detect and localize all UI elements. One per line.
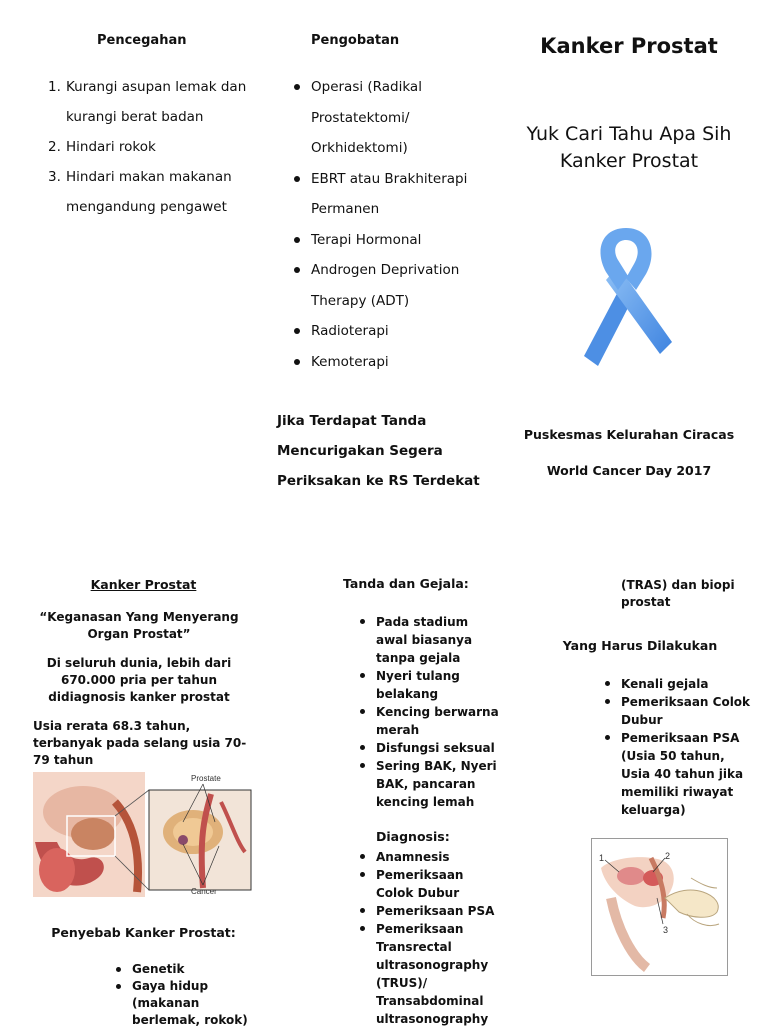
list-text: Disfungsi seksual	[376, 741, 495, 755]
list-item	[48, 132, 258, 162]
list-item	[294, 225, 494, 256]
bullet-icon	[360, 763, 365, 768]
bullet-icon	[294, 328, 300, 334]
list-item	[605, 693, 755, 729]
list-item	[294, 347, 494, 378]
list-item	[48, 72, 258, 132]
list-text: Kurangi asupan lemak dan kurangi berat badan	[66, 79, 247, 125]
list-number: 3.	[48, 169, 61, 185]
list-item	[294, 255, 494, 316]
list-text: Nyeri tulang belakang	[376, 669, 460, 701]
list-item	[360, 866, 500, 902]
bullet-icon	[294, 267, 300, 273]
bullet-icon	[360, 854, 365, 859]
list-text: Pemeriksaan Transrectal ultrasonography (TRUS)/ Transabdominal ultrasonography	[376, 922, 489, 1026]
list-text: Gaya hidup (makanan berlemak, rokok)	[132, 979, 248, 1027]
list-text: Genetik	[132, 962, 185, 976]
diagnosis-continuation: (TRAS) dan biopi prostat	[621, 578, 735, 609]
list-item	[360, 920, 500, 1028]
list-text: Anamnesis	[376, 850, 450, 864]
pencegahan-list	[48, 72, 258, 222]
list-text: Pemeriksaan Colok Dubur	[621, 695, 751, 727]
tanda-list	[360, 613, 500, 811]
pencegahan-heading: Pencegahan	[97, 33, 187, 48]
prostate-label: Prostate	[191, 774, 221, 783]
bullet-icon	[360, 745, 365, 750]
warning-text: Jika Terdapat Tanda Mencurigakan Segera Periksakan ke RS Terdekat	[277, 413, 480, 489]
bullet-icon	[116, 967, 121, 972]
bullet-icon	[294, 176, 300, 182]
bullet-icon	[360, 619, 365, 624]
bullet-icon	[294, 237, 300, 243]
yang-harus-list	[605, 675, 755, 819]
list-item	[360, 757, 500, 811]
list-item	[294, 164, 494, 225]
brochure-title: Kanker Prostat	[540, 34, 718, 58]
bullet-icon	[360, 908, 365, 913]
pengobatan-list	[294, 72, 494, 377]
bullet-icon	[605, 699, 610, 704]
list-text: Kenali gejala	[621, 677, 709, 691]
figure-label-2: 2	[665, 851, 671, 861]
diagnosis-list	[360, 848, 500, 1028]
prostate-anatomy-illustration	[33, 772, 255, 897]
list-item	[605, 675, 755, 693]
bullet-icon	[360, 926, 365, 931]
list-text: Operasi (Radikal Prostatektomi/ Orkhidektomi)	[311, 79, 422, 156]
bullet-icon	[360, 709, 365, 714]
list-text: Hindari rokok	[66, 139, 156, 155]
list-text: Sering BAK, Nyeri BAK, pancaran kencing lemah	[376, 759, 497, 809]
list-text: Pemeriksaan Colok Dubur	[376, 868, 464, 900]
list-text: EBRT atau Brakhiterapi Permanen	[311, 170, 468, 217]
awareness-ribbon-icon	[570, 220, 688, 380]
list-text: Hindari makan makanan mengandung pengawet	[66, 169, 232, 215]
list-item	[360, 902, 500, 920]
bullet-icon	[360, 673, 365, 678]
list-text: Kemoterapi	[311, 353, 389, 370]
yang-harus-heading: Yang Harus Dilakukan	[562, 638, 718, 653]
kanker-prostat-heading: Kanker Prostat	[90, 577, 197, 592]
list-item	[360, 739, 500, 757]
event-name: World Cancer Day 2017	[546, 463, 712, 478]
list-item	[360, 667, 500, 703]
bullet-icon	[294, 359, 300, 365]
organizer-name: Puskesmas Kelurahan Ciracas	[523, 427, 735, 442]
statistic-text: Di seluruh dunia, lebih dari 670.000 pria per tahun didiagnosis kanker prostat	[46, 656, 232, 704]
list-text: Terapi Hormonal	[311, 231, 422, 248]
list-item	[360, 613, 500, 667]
list-item	[360, 703, 500, 739]
list-item	[48, 162, 258, 222]
list-text: Androgen Deprivation Therapy (ADT)	[311, 262, 460, 309]
brochure-subtitle: Yuk Cari Tahu Apa Sih Kanker Prostat	[526, 123, 732, 172]
list-item	[116, 961, 256, 978]
definition-quote: “Keganasan Yang Menyerang Organ Prostat”	[39, 610, 239, 641]
list-item	[116, 978, 256, 1029]
age-text: Usia rerata 68.3 tahun, terbanyak pada selang usia 70-79 tahun	[33, 719, 247, 767]
penyebab-heading: Penyebab Kanker Prostat:	[51, 925, 236, 940]
list-text: Radioterapi	[311, 323, 389, 339]
penyebab-list	[116, 961, 256, 1029]
bullet-icon	[605, 735, 610, 740]
list-text: Pemeriksaan PSA	[376, 904, 495, 918]
pengobatan-heading: Pengobatan	[311, 33, 400, 48]
figure-label-3: 3	[663, 925, 669, 935]
cancer-label: Cancer	[191, 887, 217, 896]
list-item	[294, 316, 494, 347]
figure-label-1: 1	[599, 853, 605, 863]
list-text: Pemeriksaan PSA (Usia 50 tahun, Usia 40 tahun jika memiliki riwayat keluarga)	[621, 731, 744, 817]
list-item	[360, 848, 500, 866]
rectal-exam-illustration	[591, 838, 728, 976]
bullet-icon	[294, 84, 300, 90]
tanda-heading: Tanda dan Gejala:	[343, 576, 469, 591]
list-text: Kencing berwarna merah	[376, 705, 499, 737]
list-item	[605, 729, 755, 819]
list-item	[294, 72, 494, 164]
list-text: Pada stadium awal biasanya tanpa gejala	[376, 615, 473, 665]
diagnosis-heading: Diagnosis:	[376, 829, 450, 844]
list-number: 2.	[48, 139, 61, 155]
bullet-icon	[116, 984, 121, 989]
bullet-icon	[360, 872, 365, 877]
bullet-icon	[605, 681, 610, 686]
list-number: 1.	[48, 79, 61, 95]
